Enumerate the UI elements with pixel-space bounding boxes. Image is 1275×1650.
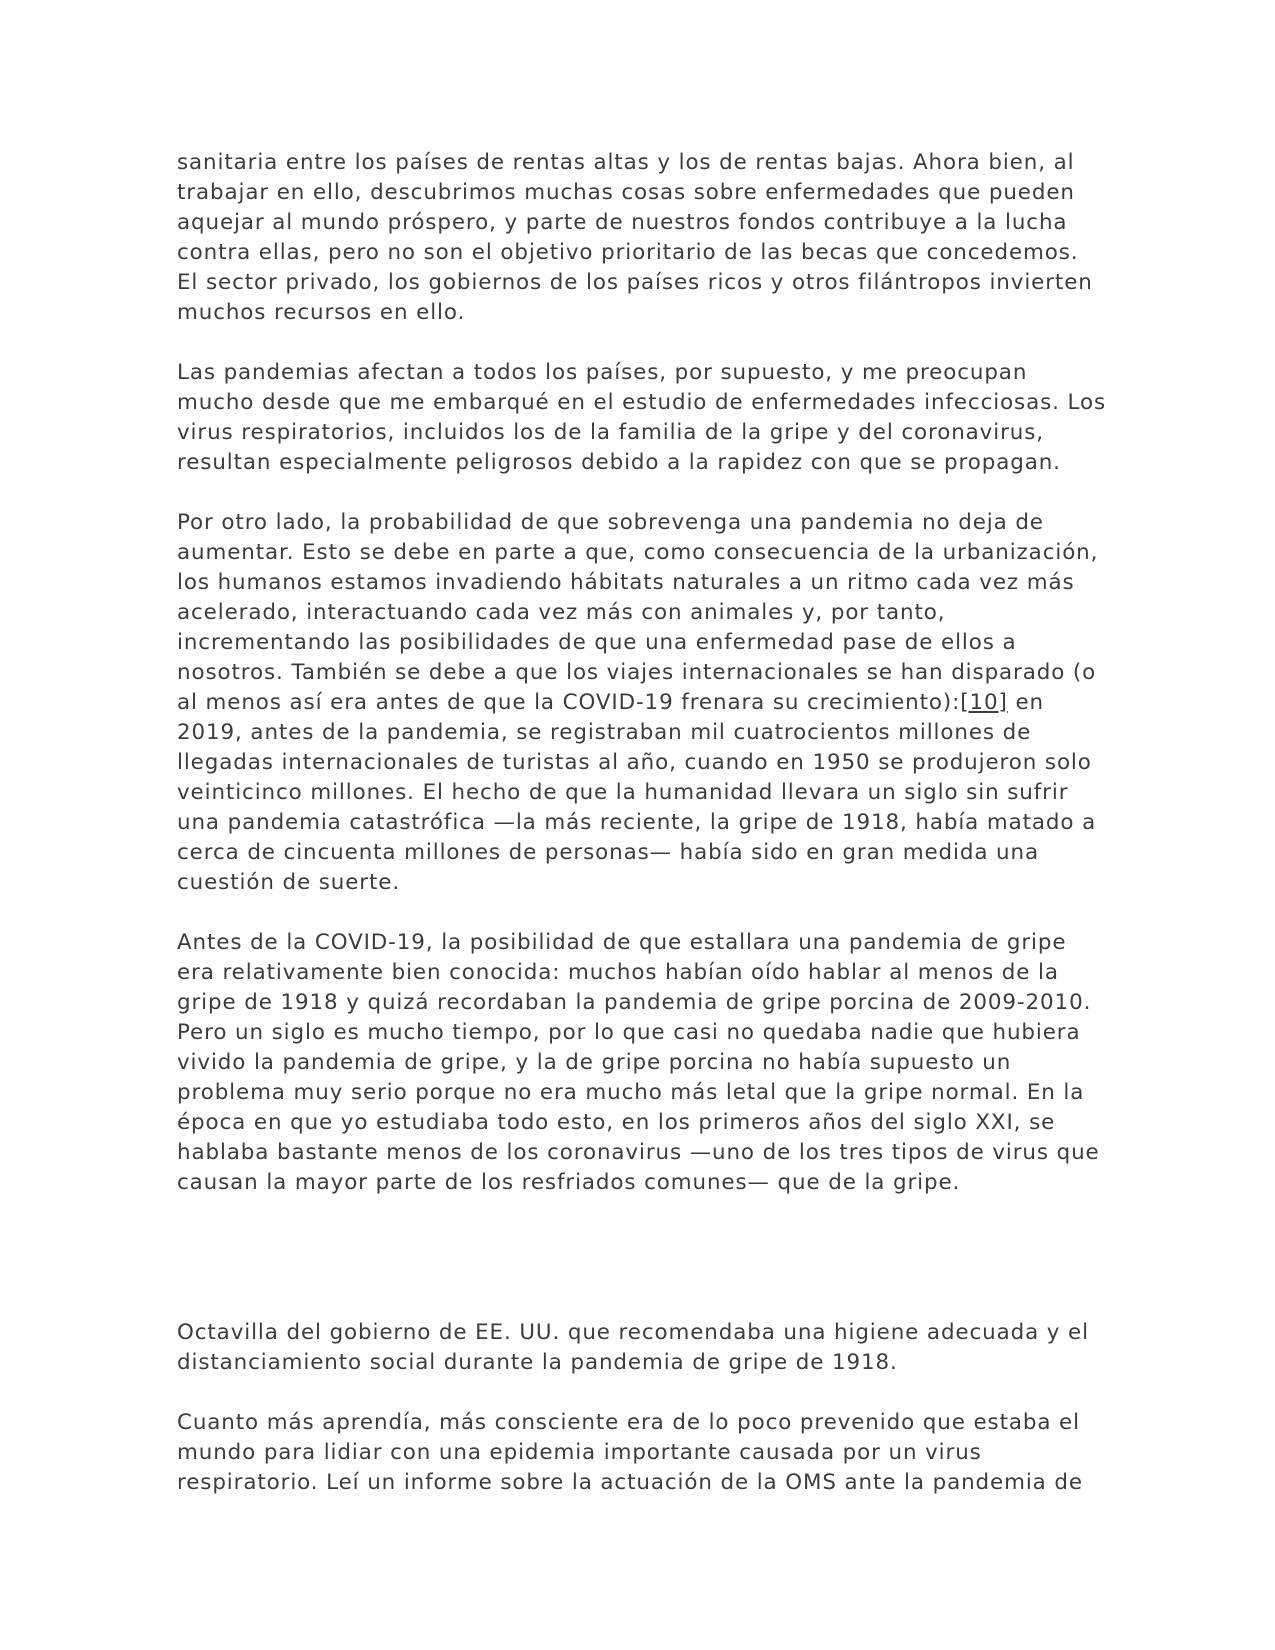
paragraph-funding: sanitaria entre los países de rentas altas y los de rentas bajas. Ahora bien, al trabajar en ello, descubrimos muchas cosas sobre enfermedades que pueden aquejar al mundo próspero, y parte de nuestros fondos contribuye a la lucha contra ellas, pero no son el objetivo prioritario de las becas que concedemos. El sector privado, los gobiernos de los países ricos y otros filántropos invierten muchos recursos en ello. <box>177 150 1093 325</box>
paragraph-text-after-footnote: en 2019, antes de la pandemia, se registraban mil cuatrocientos millones de llegadas internacionales de turistas al año, cuando en 1950 se produjeron solo veinticinco millones. El hecho de que la humanidad llevara un siglo sin sufrir una pandemia catastrófica —la más reciente, la gripe de 1918, había matado a cerca de cincuenta millones de personas— había sido en gran medida una cuestión de suerte. <box>177 690 1097 895</box>
paragraph-unprepared-world: Cuanto más aprendía, más consciente era de lo poco prevenido que estaba el mundo para lidiar con una epidemia importante causada por un virus respiratorio. Leí un informe sobre la actuación de la OMS ante la pandemia de <box>177 1410 1083 1495</box>
paragraph-pandemics-concern: Las pandemias afectan a todos los países, por supuesto, y me preocupan mucho desde que me embarqué en el estudio de enfermedades infecciosas. Los virus respiratorios, incluidos los de la familia de la gripe y del coronavirus, resultan especialmente peligrosos debido a la rapidez con que se propagan. <box>177 360 1107 475</box>
paragraph-text-before-footnote: Por otro lado, la probabilidad de que sobrevenga una pandemia no deja de aumentar. Esto se debe en parte a que, como consecuencia de la urbanización, los humanos estamos invadiendo hábitats naturales a un ritmo cada vez más acelerado, interactuando cada vez más con animales y, por tanto, incrementando las posibilidades de que una enfermedad pase de ellos a nosotros. También se debe a que los viajes internacionales se han disparado (o al menos así era antes de que la COVID-19 frenara su crecimiento): <box>177 510 1099 715</box>
body-text <box>177 148 1107 1528</box>
footnote-link-10[interactable]: [10] <box>960 690 1008 715</box>
paragraph-pandemic-probability <box>177 508 1107 898</box>
paragraph-before-covid: Antes de la COVID-19, la posibilidad de que estallara una pandemia de gripe era relativamente bien conocida: muchos habían oído hablar al menos de la gripe de 1918 y quizá recordaban la pandemia de gripe porcina de 2009-2010. Pero un siglo es mucho tiempo, por lo que casi no quedaba nadie que hubiera vivido la pandemia de gripe, y la de gripe porcina no había supuesto un problema muy serio porque no era mucho más letal que la gripe normal. En la época en que yo estudiaba todo esto, en los primeros años del siglo XXI, se hablaba bastante menos de los coronavirus —uno de los tres tipos de virus que causan la mayor parte de los resfriados comunes— que de la gripe. <box>177 930 1100 1195</box>
figure-caption: Octavilla del gobierno de EE. UU. que recomendaba una higiene adecuada y el distanciamiento social durante la pandemia de gripe de 1918. <box>177 1320 1089 1375</box>
